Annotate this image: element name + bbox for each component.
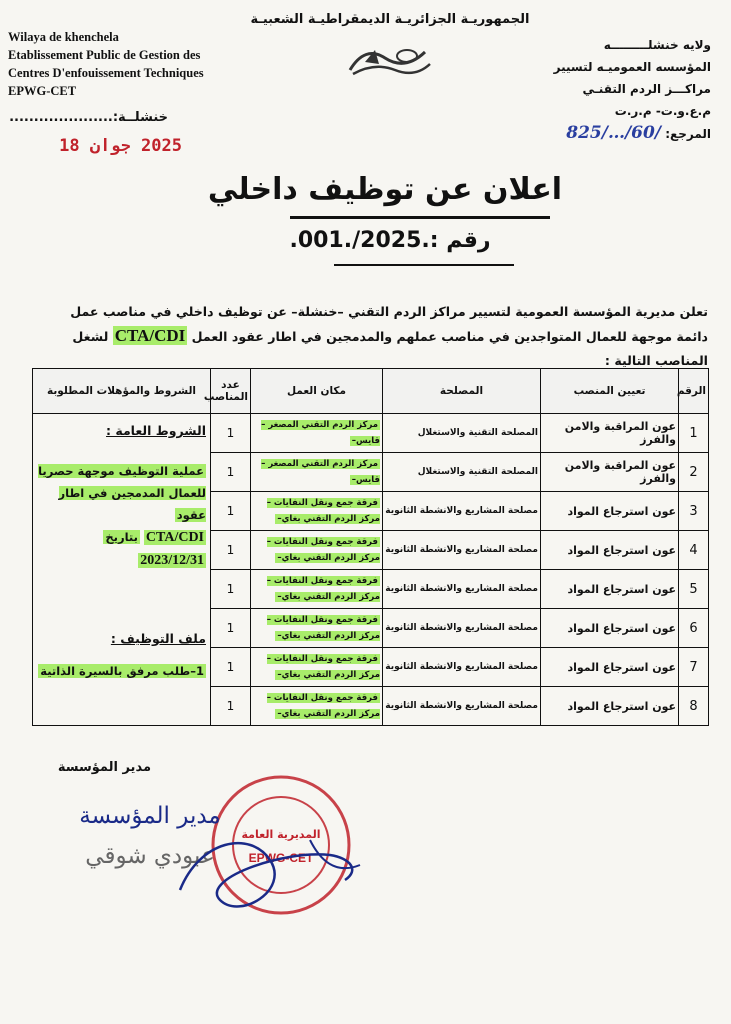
header-left-line-1: Wilaya de khenchela bbox=[8, 30, 119, 44]
row-place bbox=[251, 687, 383, 726]
header-left-line-4: EPWG-CET bbox=[8, 84, 77, 98]
row-title: عون استرجاع المواد bbox=[541, 570, 679, 609]
conditions-date-wrap bbox=[37, 549, 206, 572]
row-count: 1 bbox=[211, 609, 251, 648]
seal-code-text: EPWG-CET bbox=[248, 851, 314, 865]
header-conditions: الشروط والمؤهلات المطلوبة bbox=[33, 369, 211, 414]
row-count: 1 bbox=[211, 570, 251, 609]
row-place-text: مركز الردم التقني المصغر –قايس– bbox=[261, 420, 380, 446]
file-heading: ملف التوظيف : bbox=[110, 631, 206, 646]
row-place-text: فرقة جمع ونقل النفايات –مركز الردم التقني بغاي– bbox=[266, 615, 380, 641]
seal-center-text: المديرية العامة bbox=[241, 828, 321, 841]
positions-table-wrapper bbox=[32, 368, 708, 726]
reference-label: المرجع: bbox=[665, 127, 711, 141]
city-line: خنشلــة:..................... bbox=[9, 110, 168, 125]
header-left-line-2: Etablissement Public de Gestion des bbox=[8, 48, 201, 62]
conditions-cell bbox=[33, 414, 211, 726]
row-service: مصلحة المشاريع والانشطة الثانوية bbox=[383, 687, 541, 726]
row-title: عون استرجاع المواد bbox=[541, 531, 679, 570]
row-service: مصلحة المشاريع والانشطة الثانوية bbox=[383, 570, 541, 609]
table-header-row bbox=[33, 369, 709, 414]
row-count: 1 bbox=[211, 453, 251, 492]
row-title: عون المراقبة والامن والفرز bbox=[541, 453, 679, 492]
row-place-text: فرقة جمع ونقل النفايات –مركز الردم التقني بغاي– bbox=[266, 693, 380, 719]
header-right-line-1: ولايه خنشلـــــــــه bbox=[603, 38, 711, 52]
row-place bbox=[251, 453, 383, 492]
announcement-title: اعلان عن توظيف داخلي bbox=[207, 172, 563, 207]
general-conditions-text bbox=[37, 460, 206, 526]
handwritten-signature-icon bbox=[160, 820, 380, 930]
signature-title: مدير المؤسسة bbox=[79, 803, 221, 829]
number-underline bbox=[334, 264, 514, 266]
conditions-date-prefix: بتاريخ bbox=[105, 530, 138, 544]
row-service: المصلحة التقنية والاستغلال bbox=[383, 453, 541, 492]
row-place-text: فرقة جمع ونقل النفايات –مركز الردم التقني بغاي– bbox=[266, 654, 380, 680]
header-right-line-4: م.ع.و.ت- م.ر.ت bbox=[614, 104, 711, 118]
positions-table bbox=[32, 368, 709, 726]
row-num: 3 bbox=[679, 492, 709, 531]
file-item bbox=[37, 660, 206, 682]
header-right-line-2: المؤسسه العموميـه لتسيير bbox=[553, 60, 711, 74]
row-count: 1 bbox=[211, 531, 251, 570]
row-place-text: فرقة جمع ونقل النفايات –مركز الردم التقني بغاي– bbox=[266, 537, 380, 563]
announcement-number: رقم :.2025/.001. bbox=[289, 228, 491, 253]
table-row bbox=[33, 414, 709, 453]
row-service: مصلحة المشاريع والانشطة الثانوية bbox=[383, 492, 541, 531]
director-title: مدير المؤسسة bbox=[57, 760, 151, 775]
header-left-line-3: Centres D'enfouissement Techniques bbox=[8, 66, 204, 80]
header-num: الرقم bbox=[679, 369, 709, 414]
conditions-date: 2023/12/31 bbox=[140, 553, 204, 568]
date-stamp: 2025 جوان 18 bbox=[59, 136, 182, 156]
intro-paragraph bbox=[40, 300, 708, 373]
header-service: المصلحة bbox=[383, 369, 541, 414]
row-title: عون استرجاع المواد bbox=[541, 609, 679, 648]
row-place bbox=[251, 648, 383, 687]
reference-line bbox=[481, 122, 711, 145]
row-count: 1 bbox=[211, 414, 251, 453]
intro-contract-highlight: CTA/CDI bbox=[114, 326, 186, 345]
row-service: مصلحة المشاريع والانشطة الثانوية bbox=[383, 609, 541, 648]
row-num: 5 bbox=[679, 570, 709, 609]
row-title: عون استرجاع المواد bbox=[541, 687, 679, 726]
company-logo-icon bbox=[345, 40, 435, 80]
intro-part-2: لشغل المناصب التالية : bbox=[72, 329, 708, 368]
row-place bbox=[251, 609, 383, 648]
row-place-text: مركز الردم التقني المصغر –قايس– bbox=[261, 459, 380, 485]
header-right-block bbox=[481, 34, 711, 145]
row-num: 6 bbox=[679, 609, 709, 648]
row-place bbox=[251, 570, 383, 609]
conditions-contract: CTA/CDI bbox=[145, 530, 204, 545]
row-num: 2 bbox=[679, 453, 709, 492]
reference-value: 825/…/60/ bbox=[566, 123, 662, 143]
row-num: 8 bbox=[679, 687, 709, 726]
row-count: 1 bbox=[211, 648, 251, 687]
title-underline bbox=[290, 216, 550, 219]
republic-title: الجمهوريـة الجزائريـة الديمقراطيـة الشعبيـة bbox=[250, 12, 530, 27]
row-num: 4 bbox=[679, 531, 709, 570]
row-count: 1 bbox=[211, 687, 251, 726]
row-service: مصلحة المشاريع والانشطة الثانوية bbox=[383, 531, 541, 570]
file-item-text: 1–طلب مرفق بالسيرة الذاتية bbox=[40, 664, 204, 678]
row-place bbox=[251, 414, 383, 453]
row-count: 1 bbox=[211, 492, 251, 531]
header-count: عدد المناصب bbox=[211, 369, 251, 414]
header-title: تعيين المنصب bbox=[541, 369, 679, 414]
row-num: 1 bbox=[679, 414, 709, 453]
general-conditions-highlight: عملية التوظيف موجهة حصريا للعمال المدمجين في اطار عقود bbox=[38, 464, 206, 522]
row-title: عون المراقبة والامن والفرز bbox=[541, 414, 679, 453]
row-title: عون استرجاع المواد bbox=[541, 492, 679, 531]
conditions-date-line bbox=[37, 526, 206, 549]
row-service: المصلحة التقنية والاستغلال bbox=[383, 414, 541, 453]
intro-part-1: تعلن مديرية المؤسسة العمومية لتسيير مراكز الردم التقني –خنشلة– عن توظيف داخلي في مناصب عمل دائمة موجهة للعمال المتواجدين في مناصب عملهم والمدمجين في اطار عقود العمل bbox=[70, 304, 708, 344]
header-left-block bbox=[8, 28, 268, 100]
row-title: عون استرجاع المواد bbox=[541, 648, 679, 687]
row-service: مصلحة المشاريع والانشطة الثانوية bbox=[383, 648, 541, 687]
signature-name: عبودي شوقي bbox=[85, 843, 215, 869]
row-place-text: فرقة جمع ونقل النفايات –مركز الردم التقني بغاي– bbox=[266, 498, 380, 524]
row-place-text: فرقة جمع ونقل النفايات –مركز الردم التقني بغاي– bbox=[266, 576, 380, 602]
header-place: مكان العمل bbox=[251, 369, 383, 414]
row-place bbox=[251, 531, 383, 570]
general-conditions-heading: الشروط العامة : bbox=[106, 423, 206, 438]
row-place bbox=[251, 492, 383, 531]
row-num: 7 bbox=[679, 648, 709, 687]
header-right-line-3: مراكـــز الردم التقنـي bbox=[582, 82, 711, 96]
